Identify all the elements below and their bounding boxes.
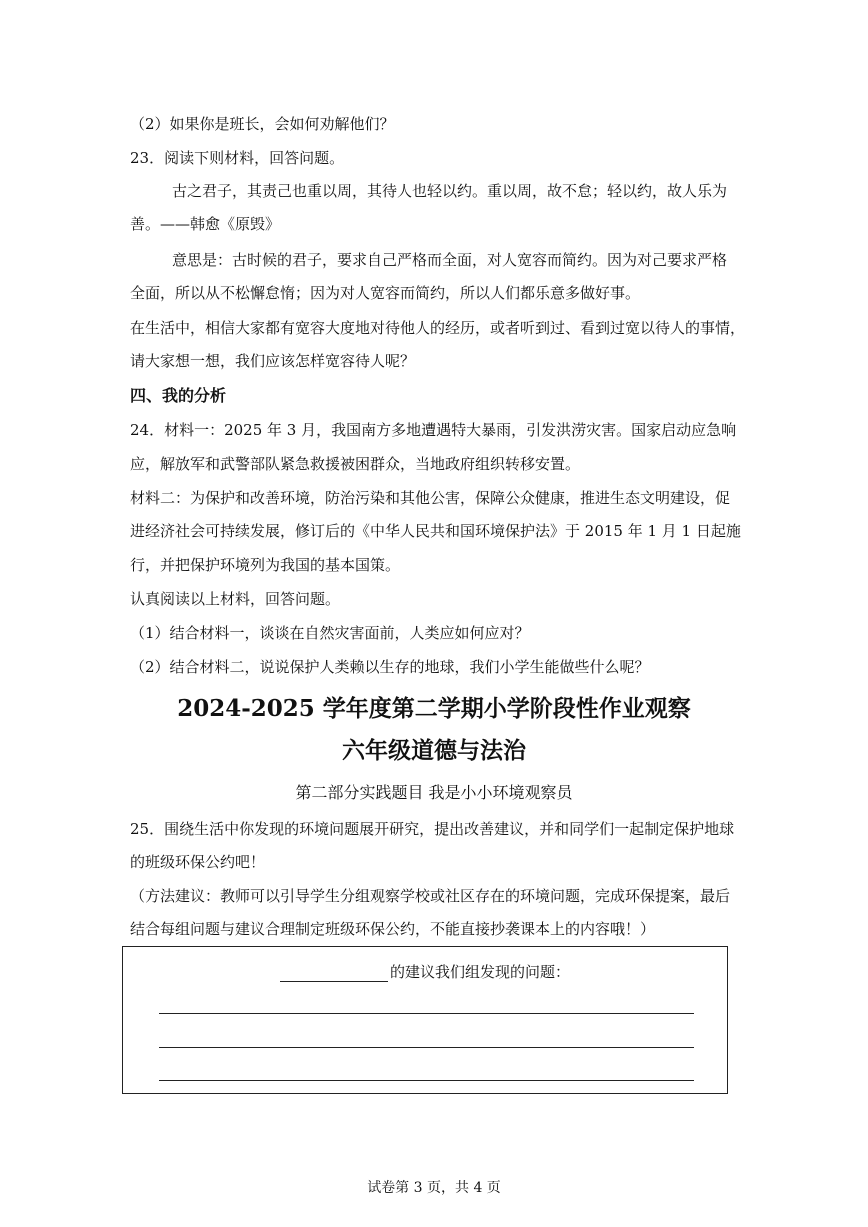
q23-header: 23．阅读下则材料，回答问题。 (130, 149, 345, 167)
q24-line-3: 材料二：为保护和改善环境，防治污染和其他公害，保障公众健康，推进生态文明建设，促 (130, 489, 731, 507)
q24-line-1: 24．材料一：2025 年 3 月，我国南方多地遭遇特大暴雨，引发洪涝灾害。国家启动应急响 (130, 421, 737, 439)
q24-line-4: 进经济社会可持续发展，修订后的《中华人民共和国环境保护法》于 2015 年 1 月 1 日起施 (130, 522, 741, 540)
meaning-line-1: 意思是：古时候的君子，要求自己严格而全面，对人宽容而简约。因为对己要求严格 (172, 251, 728, 269)
subject-title: 六年级道德与法治 (342, 737, 526, 764)
part-subtitle: 第二部分实践题目 我是小小环境观察员 (295, 783, 573, 802)
q25-line-1: 25．围绕生活中你发现的环境问题展开研究，提出改善建议，并和同学们一起制定保护地球 (130, 820, 735, 838)
answer-box (122, 946, 728, 1094)
quote-line-2: 善。——韩愈《原毁》 (130, 215, 281, 233)
q24-line-6: 认真阅读以上材料，回答问题。 (130, 590, 341, 608)
q24-subquestion-2: （2）结合材料二，说说保护人类赖以生存的地球，我们小学生能做些什么呢？ (130, 658, 650, 676)
meaning-line-2: 全面，所以从不松懈怠惰；因为对人宽容而简约，所以人们都乐意多做好事。 (130, 284, 641, 302)
q24-line-2: 应，解放军和武警部队紧急救援被困群众，当地政府组织转移安置。 (130, 455, 581, 473)
answer-line[interactable] (159, 1080, 694, 1081)
group-name-blank[interactable] (280, 965, 388, 982)
q22-subquestion-2: （2）如果你是班长，会如何劝解他们？ (130, 115, 395, 133)
answer-box-heading-text: 的建议我们组发现的问题： (389, 963, 570, 981)
q23-question-line-2: 请大家想一想，我们应该怎样宽容待人呢？ (130, 352, 416, 370)
q23-question-line-1: 在生活中，相信大家都有宽容大度地对待他人的经历，或者听到过、看到过宽以待人的事情， (130, 319, 746, 337)
q25-line-2: 的班级环保公约吧！ (130, 853, 266, 871)
quote-line-1: 古之君子，其责己也重以周，其待人也轻以约。重以周，故不怠；轻以约，故人乐为 (172, 182, 728, 200)
exam-title: 2024-2025 学年度第二学期小学阶段性作业观察 (177, 695, 691, 722)
method-suggestion-line-1: （方法建议：教师可以引导学生分组观察学校或社区存在的环境问题，完成环保提案，最后 (130, 887, 731, 905)
answer-line[interactable] (159, 1047, 694, 1048)
q24-subquestion-1: （1）结合材料一，谈谈在自然灾害面前，人类应如何应对？ (130, 624, 530, 642)
answer-line[interactable] (159, 1013, 694, 1014)
answer-box-heading (123, 962, 727, 982)
page-footer: 试卷第 3 页，共 4 页 (367, 1180, 501, 1196)
q24-line-5: 行，并把保护环境列为我国的基本国策。 (130, 556, 401, 574)
section-heading: 四、我的分析 (130, 386, 227, 405)
method-suggestion-line-2: 结合每组问题与建议合理制定班级环保公约，不能直接抄袭课本上的内容哦！） (130, 920, 656, 938)
